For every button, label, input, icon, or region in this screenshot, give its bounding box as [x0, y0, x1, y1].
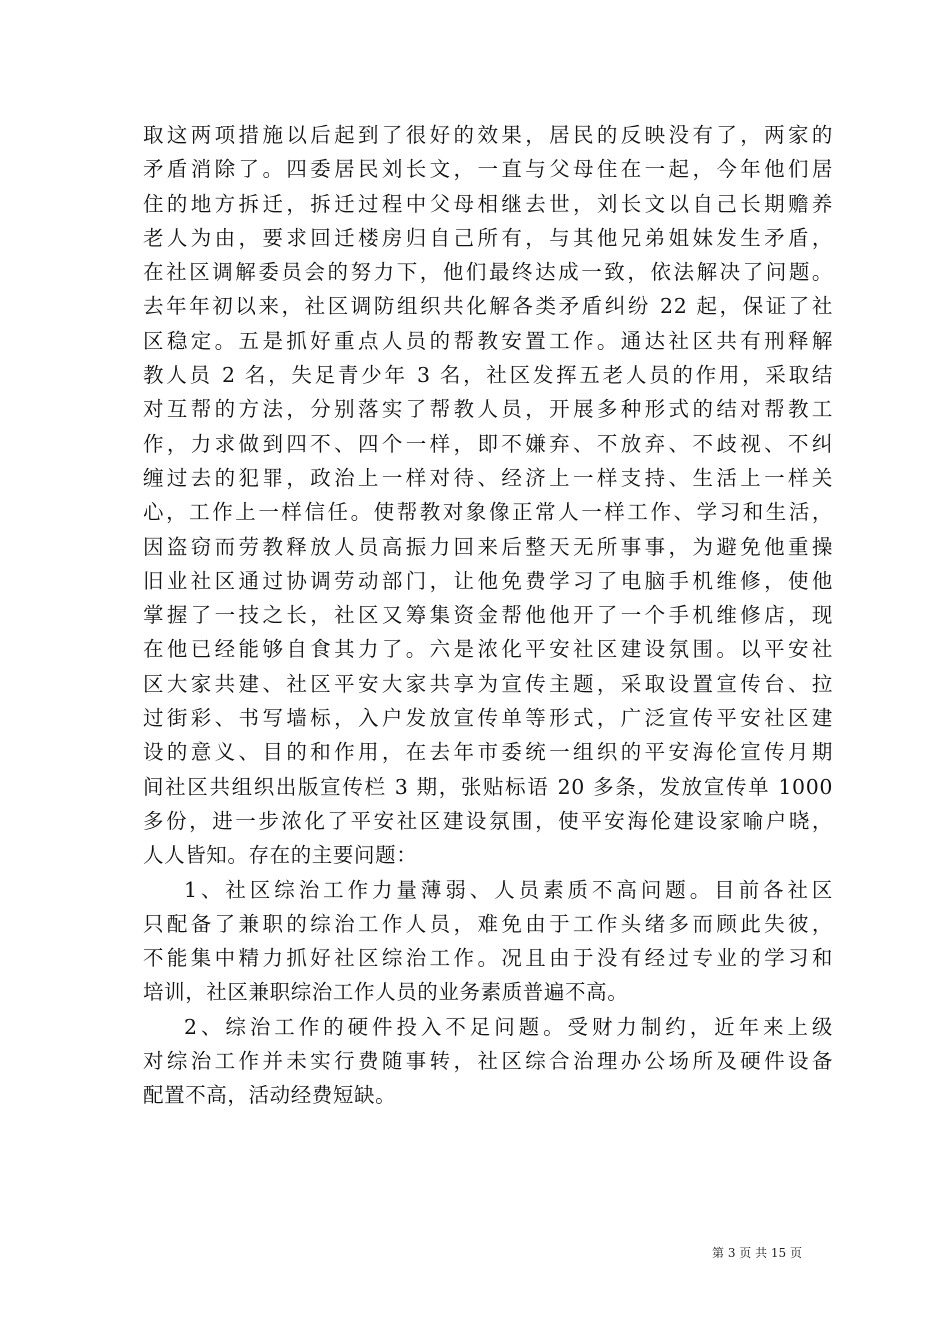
text-line: 取这两项措施以后起到了很好的效果，居民的反映没有了，两家的	[143, 123, 833, 147]
page-number-footer: 第 3 页 共 15 页	[712, 1246, 802, 1260]
text-line: 区大家共建、社区平安大家共享为宣传主题，采取设置宣传台、拉	[143, 671, 833, 696]
document-body	[143, 118, 833, 1113]
text-line: 1、社区综治工作力量薄弱、人员素质不高问题。目前各社区	[184, 877, 833, 902]
text-line: 配置不高，活动经费短缺。	[143, 1083, 397, 1108]
text-line: 缠过去的犯罪，政治上一样对待、经济上一样支持、生活上一样关	[143, 465, 833, 490]
text-line: 人人皆知。存在的主要问题：	[143, 843, 418, 868]
text-line: 住的地方拆迁，拆迁过程中父母相继去世，刘长文以自己长期赡养	[143, 191, 833, 216]
text-line: 因盗窃而劳教释放人员高振力回来后整天无所事事，为避免他重操	[143, 534, 833, 559]
text-line: 多份，进一步浓化了平安社区建设氛围，使平安海伦建设家喻户晓，	[143, 808, 833, 833]
text-line: 旧业社区通过协调劳动部门，让他免费学习了电脑手机维修，使他	[143, 568, 833, 593]
text-line: 对综治工作并未实行费随事转，社区综合治理办公场所及硬件设备	[143, 1049, 833, 1074]
text-line: 过街彩、书写墙标，入户发放宣传单等形式，广泛宣传平安社区建	[143, 706, 833, 731]
text-line: 只配备了兼职的综治工作人员，难免由于工作头绪多而顾此失彼，	[143, 911, 833, 936]
text-line: 心，工作上一样信任。使帮教对象像正常人一样工作、学习和生活，	[143, 500, 833, 525]
text-line: 区稳定。五是抓好重点人员的帮教安置工作。通达社区共有刑释解	[143, 328, 833, 353]
text-line: 在他已经能够自食其力了。六是浓化平安社区建设氛围。以平安社	[143, 637, 833, 662]
text-line: 老人为由，要求回迁楼房归自己所有，与其他兄弟姐妹发生矛盾，	[143, 225, 833, 250]
text-line: 2、综治工作的硬件投入不足问题。受财力制约，近年来上级	[184, 1014, 833, 1039]
text-line: 教人员 2 名，失足青少年 3 名，社区发挥五老人员的作用，采取结	[143, 363, 833, 388]
text-line: 设的意义、目的和作用，在去年市委统一组织的平安海伦宣传月期	[143, 740, 833, 765]
text-line: 掌握了一技之长，社区又筹集资金帮他他开了一个手机维修店，现	[143, 603, 833, 628]
text-line: 不能集中精力抓好社区综治工作。况且由于没有经过专业的学习和	[143, 946, 833, 971]
text-line: 矛盾消除了。四委居民刘长文，一直与父母住在一起，今年他们居	[143, 157, 833, 182]
text-line: 培训，社区兼职综治工作人员的业务素质普遍不高。	[143, 980, 629, 1005]
text-line: 在社区调解委员会的努力下，他们最终达成一致，依法解决了问题。	[143, 260, 833, 285]
text-line: 作，力求做到四不、四个一样，即不嫌弃、不放弃、不歧视、不纠	[143, 431, 833, 456]
text-line: 间社区共组织出版宣传栏 3 期，张贴标语 20 多条，发放宣传单 1000	[143, 774, 833, 799]
text-line: 去年年初以来，社区调防组织共化解各类矛盾纠纷 22 起，保证了社	[143, 294, 833, 319]
text-line: 对互帮的方法，分别落实了帮教人员，开展多种形式的结对帮教工	[143, 397, 833, 422]
